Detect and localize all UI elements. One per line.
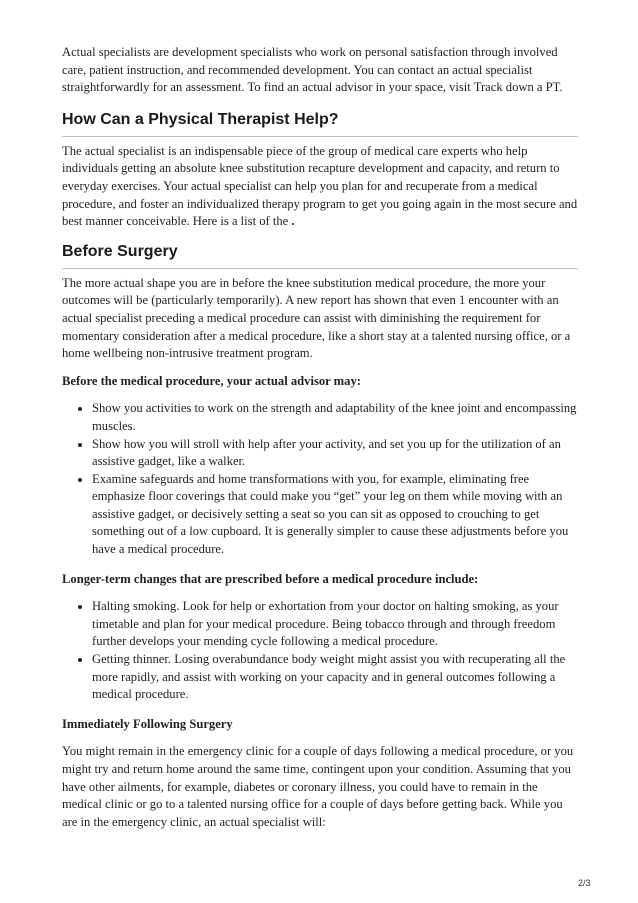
heading-divider bbox=[62, 136, 578, 137]
trailing-period: . bbox=[288, 214, 295, 229]
how-can-help-text: The actual specialist is an indispensable piece of the group of medical care experts who help individuals getting an absolute knee substitution recapture development and capacity, and return to everyday exercises. Your actual specialist can help you plan for and recuperate from a medical procedure, and foster an individualized therapy program to get you going again in the most secure and best manner conceivable. Here is a list of the bbox=[62, 143, 578, 229]
longer-term-list bbox=[62, 598, 578, 704]
section-heading-before-surgery: Before Surgery bbox=[62, 242, 178, 260]
subheading-longer-term-changes: Longer-term changes that are prescribed before a medical procedure include: bbox=[62, 571, 479, 586]
list-item: • Show how you will stroll with help after your activity, and set you up for the utilization of an assistive gadget, like a walker. bbox=[92, 436, 578, 471]
following-surgery-paragraph: You might remain in the emergency clinic for a couple of days following a medical procedure, or you might try and return home around the same time, contingent upon your condition. Assuming that you have other ailments, for example, diabetes or coronary illness, you could have to remain in the medical clinic or go to a talented nursing office for a couple of days before getting back. While you are in the emergency clinic, an actual specialist will: bbox=[62, 744, 574, 829]
intro-paragraph: Actual specialists are development specialists who work on personal satisfaction through involved care, patient instruction, and recommended development. You can contact an actual specialist straightforwardly for an assessment. To find an actual advisor in your space, visit Track down a PT. bbox=[62, 45, 563, 95]
page-number: 2/3 bbox=[578, 878, 591, 888]
section-heading-how-can-help: How Can a Physical Therapist Help? bbox=[62, 110, 339, 128]
subheading-before-procedure: Before the medical procedure, your actual advisor may: bbox=[62, 373, 361, 388]
list-item: • Show you activities to work on the strength and adaptability of the knee joint and encompassing muscles. bbox=[92, 400, 578, 435]
document-page bbox=[62, 44, 578, 831]
list-item: • Getting thinner. Losing overabundance body weight might assist you with recuperating all the more rapidly, and assist with working on your capacity and in general outcomes following a medical procedure. bbox=[92, 651, 578, 704]
how-can-help-paragraph bbox=[62, 143, 578, 231]
list-item: • Examine safeguards and home transformations with you, for example, eliminating free emphasize floor coverings that could make you “get” your leg on them while moving with an assistive gadget, or decisively setting a seat so you can sit as opposed to crouching to get something out of a low cupboard. It is generally simpler to cause these adjustments before you have a medical procedure. bbox=[92, 471, 578, 559]
subheading-immediately-following: Immediately Following Surgery bbox=[62, 716, 233, 731]
before-surgery-paragraph: The more actual shape you are in before the knee substitution medical procedure, the more your outcomes will be (particularly temporarily). A new report has shown that even 1 encounter with an actual specialist preceding a medical procedure can assist with diminishing the requirement for momentary consideration after a medical procedure, like a short stay at a talented nursing office, or a home wellbeing non-intrusive treatment program. bbox=[62, 275, 571, 361]
list-item: • Halting smoking. Look for help or exhortation from your doctor on halting smoking, as your timetable and plan for your medical procedure. Being tobacco through and through freedom further develops your mending cycle following a medical procedure. bbox=[92, 598, 578, 651]
heading-divider bbox=[62, 268, 578, 269]
section-how-can-help bbox=[62, 111, 578, 231]
before-procedure-list bbox=[62, 400, 578, 558]
section-before-surgery bbox=[62, 243, 578, 832]
